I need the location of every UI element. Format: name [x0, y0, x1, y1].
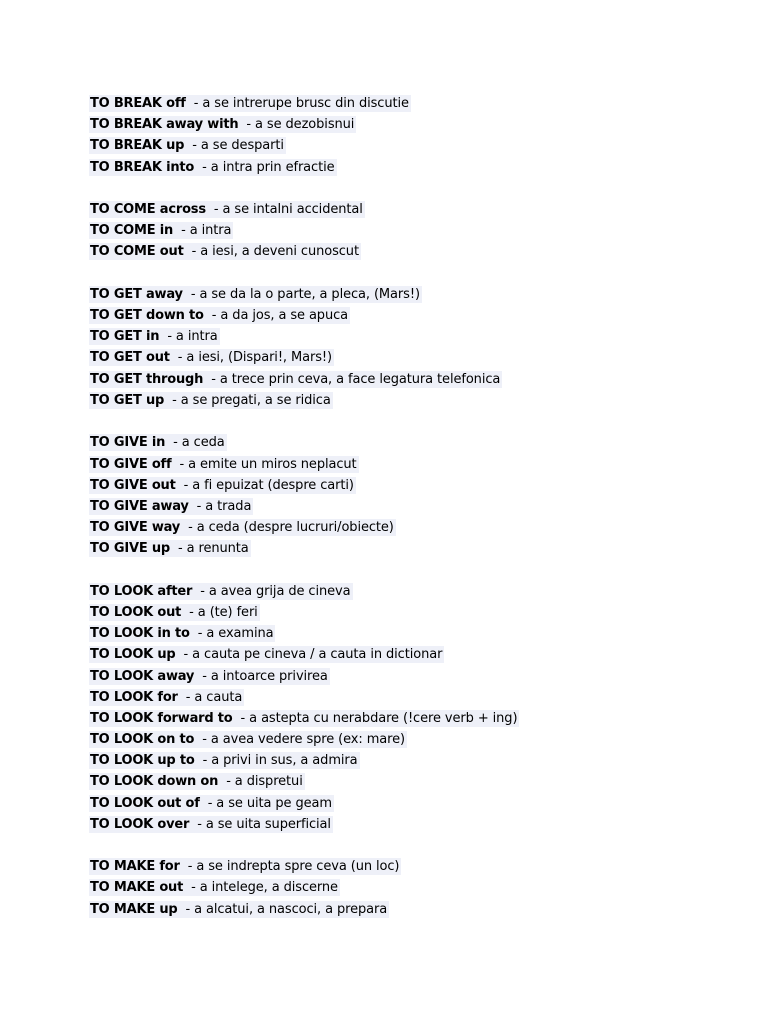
- highlighted-line: [89, 668, 330, 685]
- phrasal-verb: TO BREAK away with: [90, 117, 239, 133]
- list-item: [89, 814, 749, 835]
- list-item: [89, 199, 749, 220]
- phrasal-verb: TO LOOK over: [90, 816, 190, 832]
- list-item: [89, 750, 749, 771]
- phrasal-verb: TO LOOK out: [90, 604, 182, 620]
- definition: - a cauta: [185, 689, 243, 705]
- highlighted-line: [89, 116, 356, 133]
- phrasal-verb: TO COME out: [90, 244, 184, 260]
- definition: - a emite un miros neplacut: [179, 456, 357, 472]
- phrasal-verb: TO GET away: [90, 286, 183, 302]
- list-item: [89, 666, 749, 687]
- phrasal-verb: TO LOOK in to: [90, 626, 190, 642]
- phrasal-verb: TO LOOK forward to: [90, 710, 233, 726]
- highlighted-line: [89, 625, 275, 642]
- list-item: [89, 432, 749, 453]
- phrasal-verb: TO LOOK up to: [90, 753, 195, 769]
- list-item: [89, 305, 749, 326]
- highlighted-line: [89, 773, 305, 790]
- list-item: [89, 347, 749, 368]
- list-item: [89, 326, 749, 347]
- highlighted-line: [89, 286, 422, 303]
- definition: - a ceda: [173, 435, 225, 451]
- phrasal-verb: TO LOOK away: [90, 668, 195, 684]
- highlighted-line: [89, 307, 350, 324]
- list-item: [89, 157, 749, 178]
- verb-group: [89, 432, 749, 559]
- highlighted-line: [89, 159, 337, 176]
- definition: - a dispretui: [226, 774, 303, 790]
- list-item: [89, 93, 749, 114]
- highlighted-line: [89, 519, 396, 536]
- phrasal-verb: TO BREAK up: [90, 138, 185, 154]
- phrasal-verb: TO GET out: [90, 350, 170, 366]
- phrasal-verb: TO LOOK on to: [90, 732, 195, 748]
- phrasal-verb: TO COME in: [90, 223, 174, 239]
- definition: - a se indrepta spre ceva (un loc): [187, 859, 400, 875]
- list-item: [89, 284, 749, 305]
- definition: - a fi epuizat (despre carti): [183, 477, 354, 493]
- phrasal-verb: TO LOOK down on: [90, 774, 219, 790]
- phrasal-verb: TO GET down to: [90, 308, 204, 324]
- definition: - a da jos, a se apuca: [211, 308, 349, 324]
- definition: - a alcatui, a nascoci, a prepara: [185, 901, 388, 917]
- highlighted-line: [89, 795, 334, 812]
- phrasal-verb: TO MAKE up: [90, 901, 178, 917]
- verb-group: [89, 581, 749, 835]
- definition: - a se da la o parte, a pleca, (Mars!): [190, 286, 420, 302]
- list-item: [89, 708, 749, 729]
- definition: - a ceda (despre lucruri/obiecte): [188, 520, 394, 536]
- list-item: [89, 241, 749, 262]
- highlighted-line: [89, 328, 220, 345]
- phrasal-verb-list: [89, 93, 749, 941]
- phrasal-verb: TO BREAK off: [90, 96, 186, 111]
- highlighted-line: [89, 816, 333, 833]
- phrasal-verb: TO GET in: [90, 329, 160, 345]
- phrasal-verb: TO LOOK after: [90, 583, 193, 599]
- list-item: [89, 771, 749, 792]
- definition: - a avea grija de cineva: [200, 583, 351, 599]
- highlighted-line: [89, 731, 407, 748]
- definition: - a intra: [181, 223, 232, 239]
- highlighted-line: [89, 498, 253, 515]
- verb-group: [89, 93, 749, 178]
- highlighted-line: [89, 477, 356, 494]
- definition: - a trece prin ceva, a face legatura telefonica: [211, 371, 501, 387]
- phrasal-verb: TO GIVE off: [90, 456, 172, 472]
- highlighted-line: [89, 689, 244, 706]
- highlighted-line: [89, 371, 502, 388]
- definition: - a se intrerupe brusc din discutie: [193, 96, 409, 111]
- list-item: [89, 390, 749, 411]
- phrasal-verb: TO GIVE way: [90, 520, 181, 536]
- highlighted-line: [89, 201, 365, 218]
- highlighted-line: [89, 710, 519, 727]
- highlighted-line: [89, 752, 360, 769]
- definition: - a se desparti: [192, 138, 284, 154]
- list-item: [89, 369, 749, 390]
- highlighted-line: [89, 858, 401, 875]
- list-item: [89, 602, 749, 623]
- definition: - a avea vedere spre (ex: mare): [202, 732, 405, 748]
- definition: - a astepta cu nerabdare (!cere verb + ing): [240, 710, 518, 726]
- list-item: [89, 496, 749, 517]
- list-item: [89, 793, 749, 814]
- phrasal-verb: TO COME across: [90, 202, 206, 218]
- phrasal-verb: TO MAKE for: [90, 859, 180, 875]
- list-item: [89, 114, 749, 135]
- definition: - a (te) feri: [189, 604, 258, 620]
- definition: - a se uita pe geam: [207, 795, 332, 811]
- highlighted-line: [89, 646, 444, 663]
- phrasal-verb: TO BREAK into: [90, 159, 195, 175]
- definition: - a examina: [197, 626, 274, 642]
- list-item: [89, 856, 749, 877]
- list-item: [89, 135, 749, 156]
- highlighted-line: [89, 434, 227, 451]
- highlighted-line: [89, 583, 353, 600]
- list-item: [89, 644, 749, 665]
- verb-group: [89, 856, 749, 920]
- phrasal-verb: TO GIVE up: [90, 541, 170, 557]
- phrasal-verb: TO MAKE out: [90, 880, 184, 896]
- list-item: [89, 877, 749, 898]
- highlighted-line: [89, 137, 286, 154]
- phrasal-verb: TO GIVE out: [90, 477, 176, 493]
- list-item: [89, 623, 749, 644]
- list-item: [89, 220, 749, 241]
- highlighted-line: [89, 901, 389, 918]
- definition: - a se pregati, a se ridica: [172, 392, 331, 408]
- list-item: [89, 538, 749, 559]
- highlighted-line: [89, 95, 411, 112]
- definition: - a se uita superficial: [197, 816, 331, 832]
- list-item: [89, 729, 749, 750]
- highlighted-line: [89, 540, 251, 557]
- list-item: [89, 454, 749, 475]
- list-item: [89, 581, 749, 602]
- definition: - a intra: [167, 329, 218, 345]
- definition: - a iesi, a deveni cunoscut: [191, 244, 359, 260]
- phrasal-verb: TO GET through: [90, 371, 204, 387]
- list-item: [89, 687, 749, 708]
- definition: - a intoarce privirea: [202, 668, 328, 684]
- highlighted-line: [89, 879, 340, 896]
- list-item: [89, 517, 749, 538]
- phrasal-verb: TO LOOK for: [90, 689, 178, 705]
- verb-group: [89, 199, 749, 263]
- phrasal-verb: TO GIVE away: [90, 498, 189, 514]
- highlighted-line: [89, 243, 361, 260]
- highlighted-line: [89, 349, 334, 366]
- highlighted-line: [89, 222, 233, 239]
- phrasal-verb: TO GIVE in: [90, 435, 166, 451]
- definition: - a intra prin efractie: [202, 159, 335, 175]
- list-item: [89, 475, 749, 496]
- definition: - a cauta pe cineva / a cauta in dictionar: [183, 647, 443, 663]
- definition: - a trada: [196, 498, 252, 514]
- highlighted-line: [89, 604, 260, 621]
- list-item: [89, 899, 749, 920]
- phrasal-verb: TO LOOK up: [90, 647, 176, 663]
- definition: - a intelege, a discerne: [191, 880, 338, 896]
- definition: - a se dezobisnui: [246, 117, 355, 133]
- definition: - a iesi, (Dispari!, Mars!): [177, 350, 332, 366]
- phrasal-verb: TO GET up: [90, 392, 165, 408]
- definition: - a privi in sus, a admira: [202, 753, 358, 769]
- highlighted-line: [89, 392, 333, 409]
- definition: - a renunta: [177, 541, 249, 557]
- highlighted-line: [89, 456, 359, 473]
- verb-group: [89, 284, 749, 411]
- phrasal-verb: TO LOOK out of: [90, 795, 200, 811]
- definition: - a se intalni accidental: [213, 202, 363, 218]
